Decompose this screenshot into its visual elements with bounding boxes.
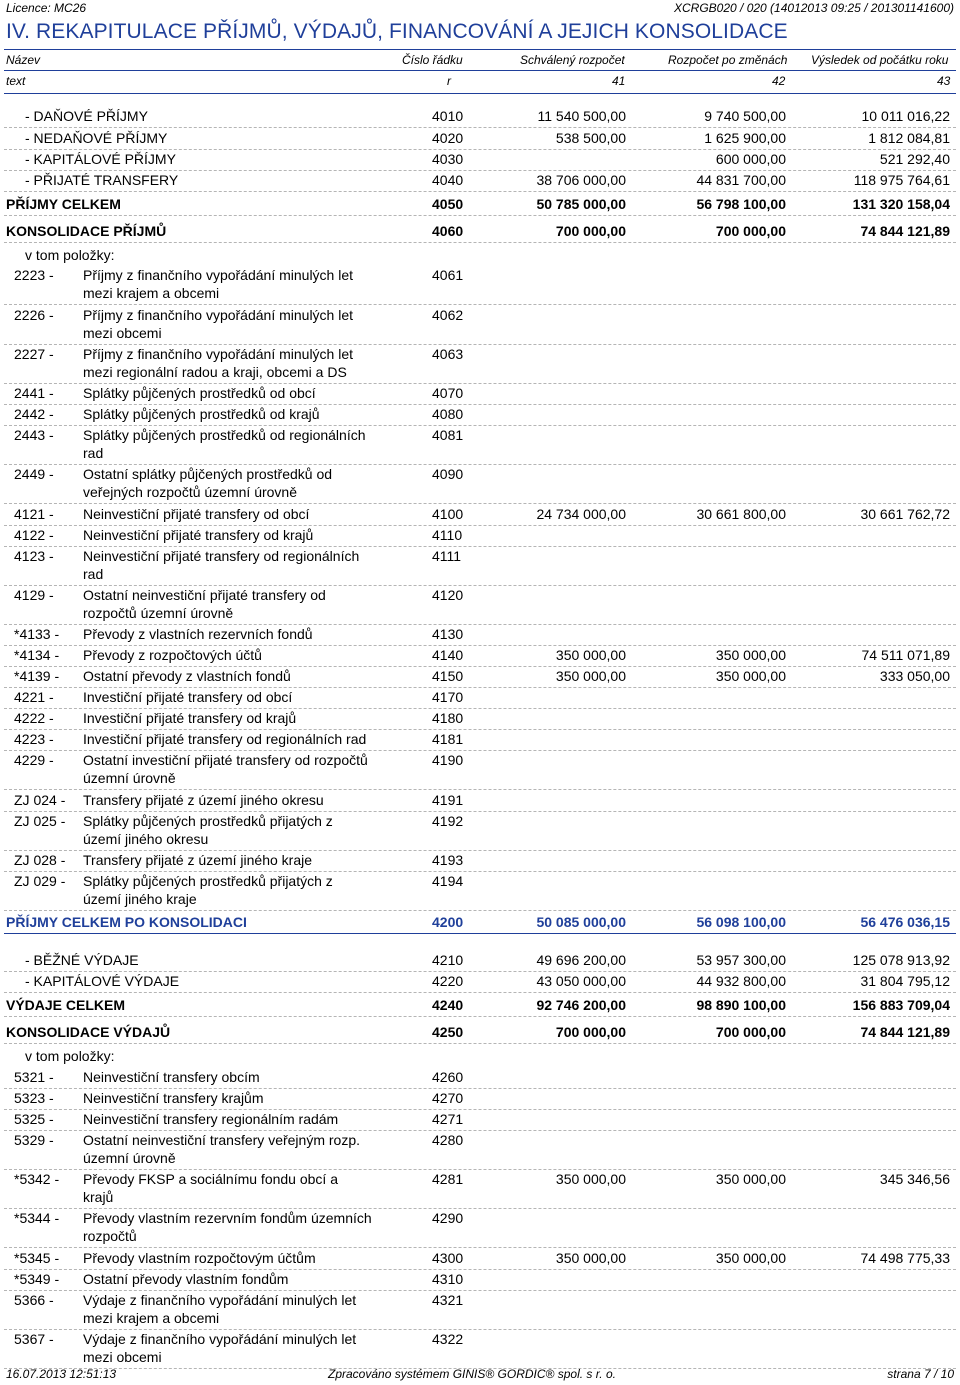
item-label: Splátky půjčených prostředků od obcí bbox=[83, 385, 316, 401]
item-label-cont: krajů bbox=[83, 1189, 114, 1205]
after-changes-value: 30 661 800,00 bbox=[696, 506, 786, 522]
group-label: - KAPITÁLOVÉ VÝDAJE bbox=[25, 973, 180, 989]
item-label: Neinvestiční transfery regionálním radám bbox=[83, 1111, 339, 1127]
group-label: - PŘIJATÉ TRANSFERY bbox=[25, 172, 179, 188]
after-changes-value: 350 000,00 bbox=[715, 1250, 786, 1266]
row-divider bbox=[4, 1169, 956, 1170]
item-code: 2442 - bbox=[14, 406, 54, 422]
result-value: 10 011 016,22 bbox=[861, 108, 950, 124]
row-number: 4070 bbox=[432, 385, 464, 401]
after-changes-value: 56 798 100,00 bbox=[696, 196, 786, 212]
row-divider bbox=[4, 708, 956, 709]
row-number: 4191 bbox=[432, 792, 464, 808]
row-divider bbox=[4, 1247, 956, 1248]
row-number: 4240 bbox=[432, 997, 464, 1013]
result-value: 156 883 709,04 bbox=[852, 997, 950, 1013]
group-label: - DAŇOVÉ PŘÍJMY bbox=[25, 108, 148, 124]
row-divider bbox=[4, 1109, 956, 1110]
row-divider bbox=[4, 1269, 956, 1270]
row-divider bbox=[4, 149, 956, 150]
item-label: Ostatní investiční přijaté transfery od rozpočtů bbox=[83, 752, 368, 768]
result-value: 74 844 121,89 bbox=[860, 223, 950, 239]
row-number: 4190 bbox=[432, 752, 464, 768]
subsection-note: v tom položky: bbox=[25, 247, 115, 263]
row-divider bbox=[4, 729, 956, 730]
result-value: 521 292,40 bbox=[879, 151, 950, 167]
row-divider bbox=[4, 242, 956, 243]
item-code: 4222 - bbox=[14, 710, 54, 726]
row-number: 4050 bbox=[432, 196, 464, 212]
item-label: Příjmy z finančního vypořádání minulých let bbox=[83, 267, 354, 283]
row-divider bbox=[4, 1043, 956, 1044]
total-label: KONSOLIDACE VÝDAJŮ bbox=[6, 1024, 171, 1040]
row-divider bbox=[4, 215, 956, 216]
after-changes-value: 98 890 100,00 bbox=[696, 997, 786, 1013]
item-code: 5323 - bbox=[14, 1090, 54, 1106]
row-divider bbox=[4, 750, 956, 751]
item-code: *4134 - bbox=[14, 647, 60, 663]
item-code: 4123 - bbox=[14, 548, 54, 564]
title-rule bbox=[4, 49, 956, 50]
row-number: 4210 bbox=[432, 952, 464, 968]
row-divider bbox=[4, 645, 956, 646]
row-divider bbox=[4, 1016, 956, 1017]
result-value: 31 804 795,12 bbox=[860, 973, 950, 989]
item-label: Převody z vlastních rezervních fondů bbox=[83, 626, 313, 642]
row-number: 4280 bbox=[432, 1132, 464, 1148]
item-code: 2227 - bbox=[14, 346, 54, 362]
after-changes-value: 1 625 900,00 bbox=[704, 130, 786, 146]
group-label: - NEDAŇOVÉ PŘÍJMY bbox=[25, 130, 168, 146]
row-number: 4030 bbox=[432, 151, 464, 167]
row-number: 4120 bbox=[432, 587, 464, 603]
after-changes-value: 700 000,00 bbox=[715, 1024, 786, 1040]
item-label-cont: územní úrovně bbox=[83, 770, 176, 786]
item-code: *5342 - bbox=[14, 1171, 60, 1187]
item-label: Investiční přijaté transfery od regionálních rad bbox=[83, 731, 367, 747]
row-number: 4220 bbox=[432, 973, 464, 989]
row-divider bbox=[4, 1329, 956, 1330]
item-label: Ostatní neinvestiční přijaté transfery od bbox=[83, 587, 326, 603]
row-divider bbox=[4, 811, 956, 812]
row-divider bbox=[4, 687, 956, 688]
total-label: PŘÍJMY CELKEM bbox=[6, 196, 121, 212]
system-credit: Zpracováno systémem GINIS® GORDIC® spol. s r. o. bbox=[328, 1367, 616, 1381]
item-code: *5349 - bbox=[14, 1271, 60, 1287]
row-number: 4100 bbox=[432, 506, 464, 522]
item-code: 5367 - bbox=[14, 1331, 54, 1347]
row-number: 4200 bbox=[432, 914, 464, 930]
approved-value: 92 746 200,00 bbox=[536, 997, 626, 1013]
row-divider bbox=[4, 525, 956, 526]
approved-value: 700 000,00 bbox=[555, 1024, 626, 1040]
row-number: 4181 bbox=[432, 731, 464, 747]
row-divider bbox=[4, 1088, 956, 1089]
row-number: 4192 bbox=[432, 813, 464, 829]
approved-value: 350 000,00 bbox=[555, 668, 626, 684]
row-number: 4080 bbox=[432, 406, 464, 422]
result-value: 30 661 762,72 bbox=[860, 506, 950, 522]
col-result: Výsledek od počátku roku bbox=[811, 53, 949, 67]
item-label: Ostatní neinvestiční transfery veřejným rozp. bbox=[83, 1132, 360, 1148]
item-label-cont: rozpočtů bbox=[83, 1228, 137, 1244]
item-code: ZJ 029 - bbox=[14, 873, 66, 889]
item-code: 4229 - bbox=[14, 752, 54, 768]
item-label: Splátky půjčených prostředků přijatých z bbox=[83, 813, 333, 829]
row-number: 4290 bbox=[432, 1210, 464, 1226]
item-label-cont: mezi obcemi bbox=[83, 325, 162, 341]
row-number: 4270 bbox=[432, 1090, 464, 1106]
row-number: 4193 bbox=[432, 852, 464, 868]
item-label: Výdaje z finančního vypořádání minulých let bbox=[83, 1292, 357, 1308]
row-divider bbox=[4, 789, 956, 790]
approved-value: 350 000,00 bbox=[555, 1171, 626, 1187]
row-number: 4040 bbox=[432, 172, 464, 188]
col-sub-result: 43 bbox=[937, 74, 951, 88]
col-approved: Schválený rozpočet bbox=[520, 53, 625, 67]
row-number: 4081 bbox=[432, 427, 464, 443]
row-divider bbox=[4, 1290, 956, 1291]
after-changes-value: 350 000,00 bbox=[715, 1171, 786, 1187]
item-label: Splátky půjčených prostředků přijatých z bbox=[83, 873, 333, 889]
row-divider bbox=[4, 850, 956, 851]
row-divider bbox=[4, 127, 956, 128]
row-number: 4063 bbox=[432, 346, 464, 362]
result-value: 131 320 158,04 bbox=[852, 196, 950, 212]
item-code: *5344 - bbox=[14, 1210, 60, 1226]
result-value: 74 498 775,33 bbox=[860, 1250, 950, 1266]
item-label-cont: rozpočtů územní úrovně bbox=[83, 605, 234, 621]
item-code: *4139 - bbox=[14, 668, 60, 684]
row-number: 4281 bbox=[432, 1171, 464, 1187]
row-number: 4300 bbox=[432, 1250, 464, 1266]
row-number: 4150 bbox=[432, 668, 464, 684]
approved-value: 700 000,00 bbox=[555, 223, 626, 239]
approved-value: 538 500,00 bbox=[555, 130, 626, 146]
item-code: 4221 - bbox=[14, 689, 54, 705]
column-header bbox=[0, 52, 960, 94]
item-label-cont: rad bbox=[83, 566, 104, 582]
item-label-cont: rad bbox=[83, 445, 104, 461]
item-label-cont: mezi krajem a obcemi bbox=[83, 1310, 220, 1326]
print-date: 16.07.2013 12:51:13 bbox=[6, 1367, 117, 1381]
item-code: 5325 - bbox=[14, 1111, 54, 1127]
item-label: Převody vlastním rozpočtovým účtům bbox=[83, 1250, 316, 1266]
item-code: ZJ 024 - bbox=[14, 792, 66, 808]
result-value: 118 975 764,61 bbox=[853, 172, 950, 188]
item-label: Neinvestiční přijaté transfery od obcí bbox=[83, 506, 310, 522]
result-value: 1 812 084,81 bbox=[868, 130, 950, 146]
header-bottom-rule bbox=[4, 93, 956, 94]
report-code: XCRGB020 / 020 (14012013 09:25 / 201301141600) bbox=[674, 1, 954, 15]
item-code: 5366 - bbox=[14, 1292, 54, 1308]
row-number: 4250 bbox=[432, 1024, 464, 1040]
item-label-cont: území jiného kraje bbox=[83, 891, 197, 907]
item-label: Splátky půjčených prostředků od regionálních bbox=[83, 427, 366, 443]
result-value: 345 346,56 bbox=[879, 1171, 950, 1187]
row-number: 4111 bbox=[432, 548, 462, 564]
after-changes-value: 44 831 700,00 bbox=[696, 172, 786, 188]
item-label: Transfery přijaté z území jiného okresu bbox=[83, 792, 324, 808]
row-divider bbox=[4, 170, 956, 171]
item-label: Příjmy z finančního vypořádání minulých let bbox=[83, 307, 354, 323]
row-divider bbox=[4, 585, 956, 586]
row-number: 4322 bbox=[432, 1331, 464, 1347]
item-label: Neinvestiční transfery obcím bbox=[83, 1069, 260, 1085]
row-divider bbox=[4, 971, 956, 972]
item-label: Převody z rozpočtových účtů bbox=[83, 647, 262, 663]
approved-value: 11 540 500,00 bbox=[537, 108, 626, 124]
item-label: Převody vlastním rezervním fondům územních bbox=[83, 1210, 372, 1226]
row-divider bbox=[4, 1208, 956, 1209]
col-sub-name: text bbox=[6, 74, 26, 88]
item-label: Příjmy z finančního vypořádání minulých let bbox=[83, 346, 354, 362]
page-number: strana 7 / 10 bbox=[887, 1367, 954, 1381]
approved-value: 43 050 000,00 bbox=[536, 973, 626, 989]
item-code: 2441 - bbox=[14, 385, 54, 401]
item-code: 2226 - bbox=[14, 307, 54, 323]
row-number: 4062 bbox=[432, 307, 464, 323]
item-code: 2449 - bbox=[14, 466, 54, 482]
group-label: - BĚŽNÉ VÝDAJE bbox=[25, 952, 139, 968]
item-label: Neinvestiční přijaté transfery od krajů bbox=[83, 527, 314, 543]
item-label-cont: veřejných rozpočtů územní úrovně bbox=[83, 484, 297, 500]
item-label-cont: mezi krajem a obcemi bbox=[83, 285, 220, 301]
row-number: 4130 bbox=[432, 626, 464, 642]
row-number: 4060 bbox=[432, 223, 464, 239]
item-label-cont: území jiného okresu bbox=[83, 831, 209, 847]
result-value: 125 078 913,92 bbox=[852, 952, 950, 968]
row-number: 4061 bbox=[432, 267, 464, 283]
result-value: 74 511 071,89 bbox=[861, 647, 950, 663]
row-divider bbox=[4, 503, 956, 504]
approved-value: 50 785 000,00 bbox=[536, 196, 626, 212]
row-number: 4321 bbox=[432, 1292, 464, 1308]
after-changes-value: 350 000,00 bbox=[715, 668, 786, 684]
item-label: Převody FKSP a sociálnímu fondu obcí a bbox=[83, 1171, 338, 1187]
header-mid-rule bbox=[4, 70, 956, 71]
row-divider bbox=[4, 910, 956, 911]
row-number: 4020 bbox=[432, 130, 464, 146]
result-value: 74 844 121,89 bbox=[860, 1024, 950, 1040]
approved-value: 24 734 000,00 bbox=[536, 506, 626, 522]
item-label: Ostatní převody vlastním fondům bbox=[83, 1271, 289, 1287]
after-changes-value: 9 740 500,00 bbox=[704, 108, 786, 124]
row-number: 4170 bbox=[432, 689, 464, 705]
item-code: *4133 - bbox=[14, 626, 60, 642]
row-divider bbox=[4, 992, 956, 993]
subsection-note: v tom položky: bbox=[25, 1048, 115, 1064]
row-number: 4140 bbox=[432, 647, 464, 663]
col-sub-row: r bbox=[447, 74, 451, 88]
after-changes-value: 56 098 100,00 bbox=[696, 914, 786, 930]
item-label-cont: mezi regionální radou a kraji, obcemi a DS bbox=[83, 364, 347, 380]
col-sub-approved: 41 bbox=[612, 74, 626, 88]
item-label: Výdaje z finančního vypořádání minulých let bbox=[83, 1331, 357, 1347]
item-code: 4129 - bbox=[14, 587, 54, 603]
page-header bbox=[0, 0, 960, 18]
item-code: ZJ 028 - bbox=[14, 852, 66, 868]
approved-value: 350 000,00 bbox=[555, 1250, 626, 1266]
item-code: 5329 - bbox=[14, 1132, 54, 1148]
after-changes-value: 700 000,00 bbox=[715, 223, 786, 239]
row-number: 4260 bbox=[432, 1069, 464, 1085]
group-label: - KAPITÁLOVÉ PŘÍJMY bbox=[25, 151, 176, 167]
row-divider bbox=[4, 344, 956, 345]
approved-value: 49 696 200,00 bbox=[536, 952, 626, 968]
item-code: *5345 - bbox=[14, 1250, 60, 1266]
after-changes-value: 53 957 300,00 bbox=[696, 952, 786, 968]
item-code: 2443 - bbox=[14, 427, 54, 443]
row-number: 4110 bbox=[432, 527, 463, 543]
item-label: Ostatní splátky půjčených prostředků od bbox=[83, 466, 333, 482]
item-label-cont: mezi obcemi bbox=[83, 1349, 162, 1365]
row-divider bbox=[4, 464, 956, 465]
approved-value: 350 000,00 bbox=[555, 647, 626, 663]
result-value: 56 476 036,15 bbox=[860, 914, 950, 930]
row-divider bbox=[4, 933, 956, 934]
row-divider bbox=[4, 425, 956, 426]
col-sub-after: 42 bbox=[772, 74, 786, 88]
item-label: Neinvestiční transfery krajům bbox=[83, 1090, 264, 1106]
after-changes-value: 600 000,00 bbox=[715, 151, 786, 167]
row-number: 4194 bbox=[432, 873, 464, 889]
row-number: 4180 bbox=[432, 710, 464, 726]
total-label: KONSOLIDACE PŘÍJMŮ bbox=[6, 223, 167, 239]
after-changes-value: 44 932 800,00 bbox=[696, 973, 786, 989]
approved-value: 50 085 000,00 bbox=[536, 914, 626, 930]
item-code: 2223 - bbox=[14, 267, 54, 283]
col-after-changes: Rozpočet po změnách bbox=[668, 53, 788, 67]
row-divider bbox=[4, 546, 956, 547]
row-divider bbox=[4, 624, 956, 625]
licence-label: Licence: MC26 bbox=[6, 1, 87, 15]
item-code: 4121 - bbox=[14, 506, 54, 522]
item-code: 4223 - bbox=[14, 731, 54, 747]
row-number: 4310 bbox=[432, 1271, 464, 1287]
row-divider bbox=[4, 666, 956, 667]
item-label: Transfery přijaté z území jiného kraje bbox=[83, 852, 313, 868]
row-divider bbox=[4, 304, 956, 305]
item-label: Investiční přijaté transfery od krajů bbox=[83, 710, 297, 726]
row-divider bbox=[4, 871, 956, 872]
row-divider bbox=[4, 404, 956, 405]
row-number: 4010 bbox=[432, 108, 464, 124]
row-divider bbox=[4, 1130, 956, 1131]
item-label: Ostatní převody z vlastních fondů bbox=[83, 668, 291, 684]
page-footer bbox=[0, 1365, 960, 1383]
approved-value: 38 706 000,00 bbox=[536, 172, 626, 188]
item-label: Investiční přijaté transfery od obcí bbox=[83, 689, 293, 705]
item-code: 5321 - bbox=[14, 1069, 54, 1085]
report-title: IV. REKAPITULACE PŘÍJMŮ, VÝDAJŮ, FINANCOVÁNÍ A JEJICH KONSOLIDACE bbox=[6, 20, 788, 43]
row-divider bbox=[4, 191, 956, 192]
row-number: 4090 bbox=[432, 466, 464, 482]
row-number: 4271 bbox=[432, 1111, 464, 1127]
item-label: Neinvestiční přijaté transfery od regionálních bbox=[83, 548, 360, 564]
item-label-cont: územní úrovně bbox=[83, 1150, 176, 1166]
total-label: PŘÍJMY CELKEM PO KONSOLIDACI bbox=[6, 914, 247, 930]
col-row-no: Číslo řádku bbox=[402, 53, 463, 67]
total-label: VÝDAJE CELKEM bbox=[6, 997, 126, 1013]
after-changes-value: 350 000,00 bbox=[715, 647, 786, 663]
item-code: 4122 - bbox=[14, 527, 54, 543]
row-divider bbox=[4, 383, 956, 384]
col-name: Název bbox=[6, 53, 41, 67]
item-label: Splátky půjčených prostředků od krajů bbox=[83, 406, 320, 422]
item-code: ZJ 025 - bbox=[14, 813, 66, 829]
result-value: 333 050,00 bbox=[879, 668, 950, 684]
